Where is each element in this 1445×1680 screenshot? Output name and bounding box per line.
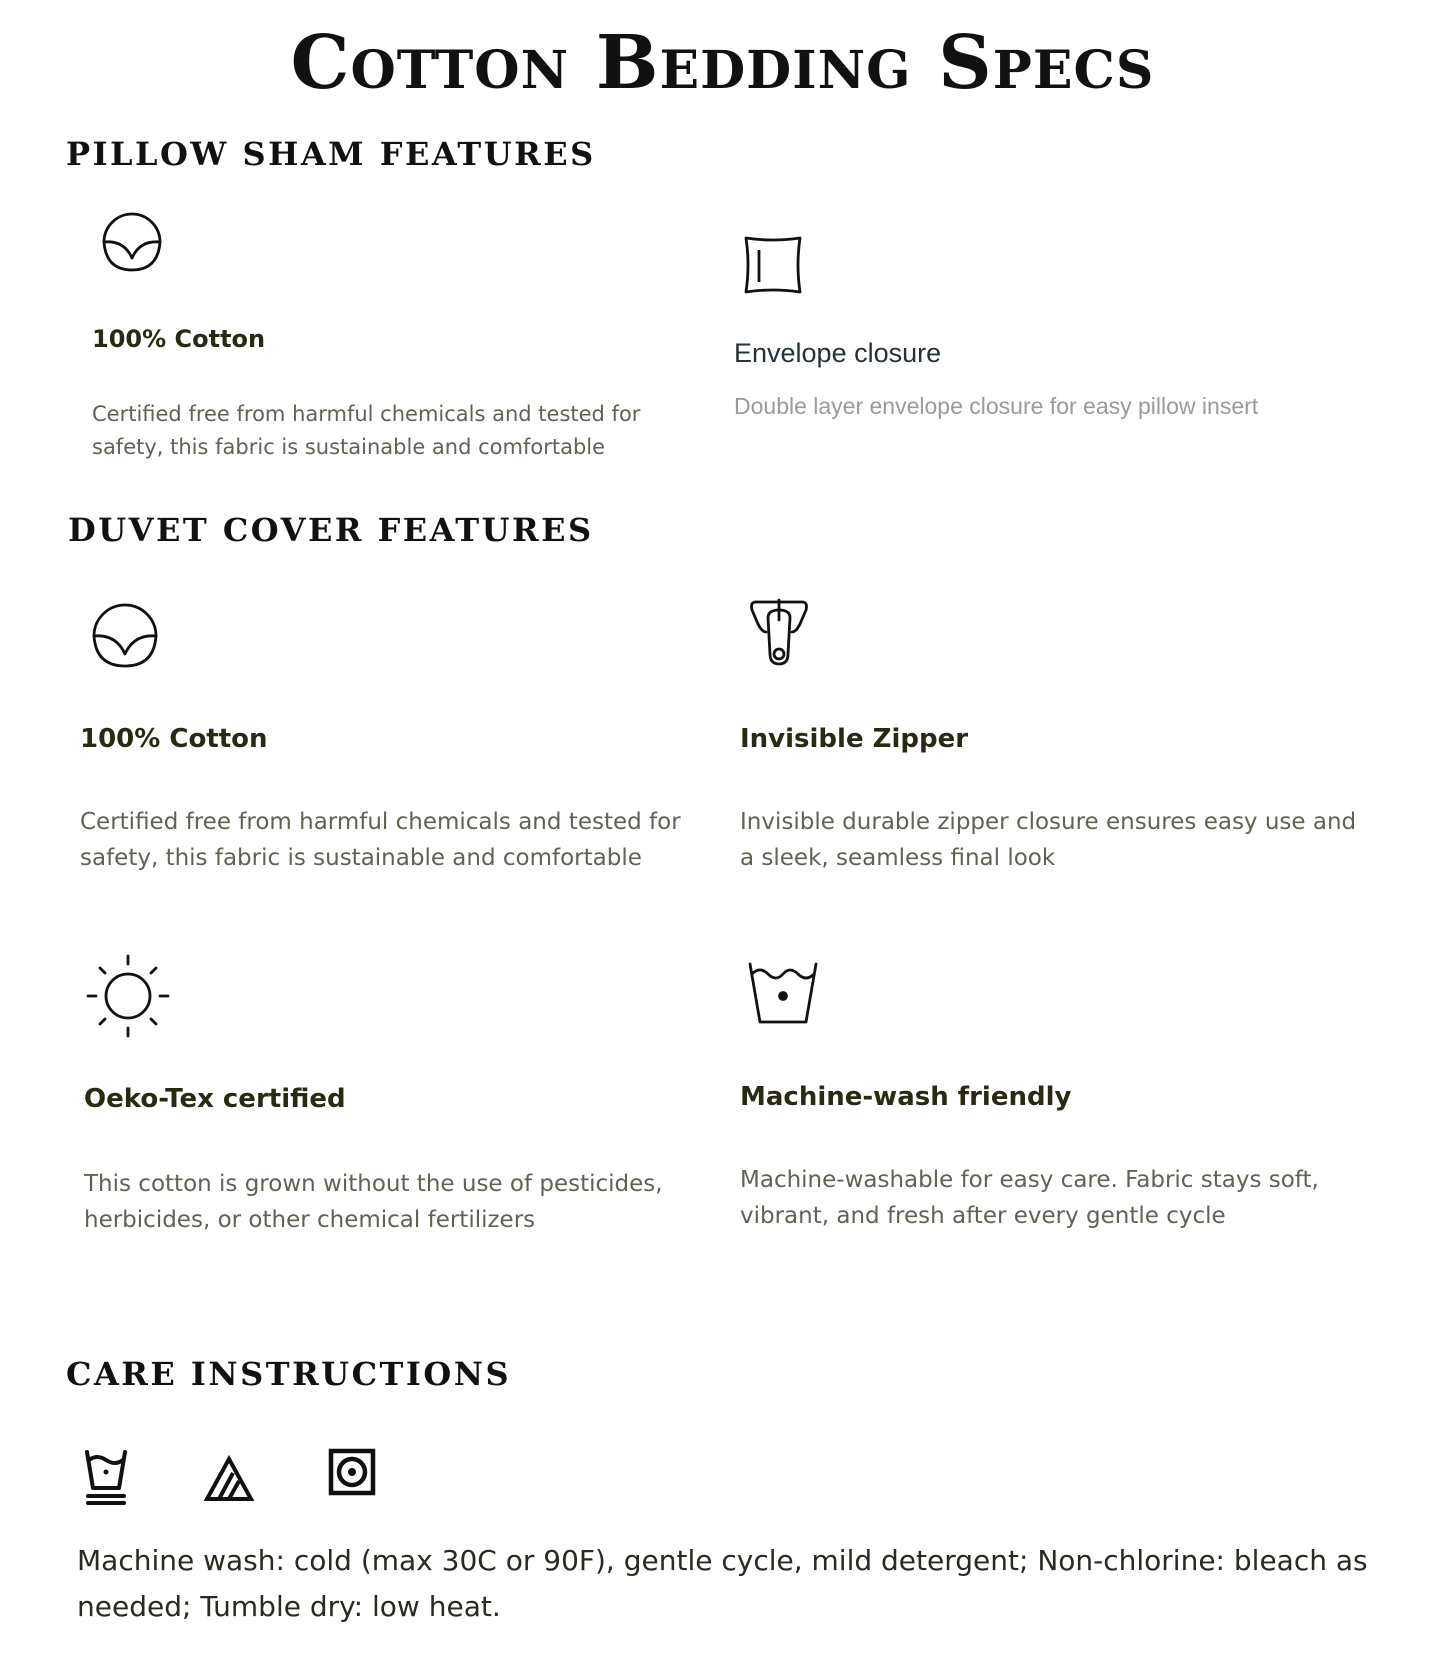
pillow-icon	[742, 234, 804, 296]
non-chlorine-bleach-icon	[204, 1456, 254, 1502]
tumble-dry-low-icon	[328, 1448, 376, 1496]
sun-icon	[86, 954, 170, 1038]
page-title: Cotton Bedding Specs	[290, 20, 1155, 106]
duvet-feature-title-cotton: 100% Cotton	[80, 724, 268, 754]
duvet-feature-desc-cotton: Certified free from harmful chemicals and tested for safety, this fabric is sustainable and comfortable	[80, 809, 681, 871]
pillow-sham-heading: PILLOW SHAM FEATURES	[66, 135, 596, 173]
duvet-feature-title-oeko: Oeko-Tex certified	[84, 1084, 346, 1114]
cotton-boll-icon	[88, 600, 162, 668]
duvet-cover-heading: DUVET COVER FEATURES	[68, 511, 594, 549]
duvet-feature-desc-oeko: This cotton is grown without the use of pesticides, herbicides, or other chemical fertilizers	[84, 1171, 663, 1233]
zipper-icon	[748, 598, 810, 668]
duvet-feature-title-wash: Machine-wash friendly	[740, 1082, 1072, 1112]
wash-basin-icon	[748, 960, 818, 1026]
pillow-feature-title-cotton: 100% Cotton	[92, 325, 266, 353]
duvet-feature-desc-zipper: Invisible durable zipper closure ensures easy use and a sleek, seamless final look	[740, 809, 1357, 871]
cotton-boll-icon	[98, 208, 166, 272]
duvet-feature-title-zipper: Invisible Zipper	[740, 724, 969, 754]
machine-wash-cold-gentle-icon	[84, 1448, 128, 1506]
pillow-feature-desc-cotton: Certified free from harmful chemicals and tested for safety, this fabric is sustainable and comfortable	[92, 402, 641, 459]
care-instructions-text: Machine wash: cold (max 30C or 90F), gentle cycle, mild detergent; Non-chlorine: bleach as needed; Tumble dry: low heat.	[77, 1544, 1368, 1623]
care-heading: CARE INSTRUCTIONS	[66, 1355, 512, 1393]
pillow-feature-desc-envelope: Double layer envelope closure for easy pillow insert	[734, 393, 1259, 419]
pillow-feature-title-envelope: Envelope closure	[734, 338, 942, 368]
duvet-feature-desc-wash: Machine-washable for easy care. Fabric stays soft, vibrant, and fresh after every gentle cycle	[740, 1167, 1319, 1229]
